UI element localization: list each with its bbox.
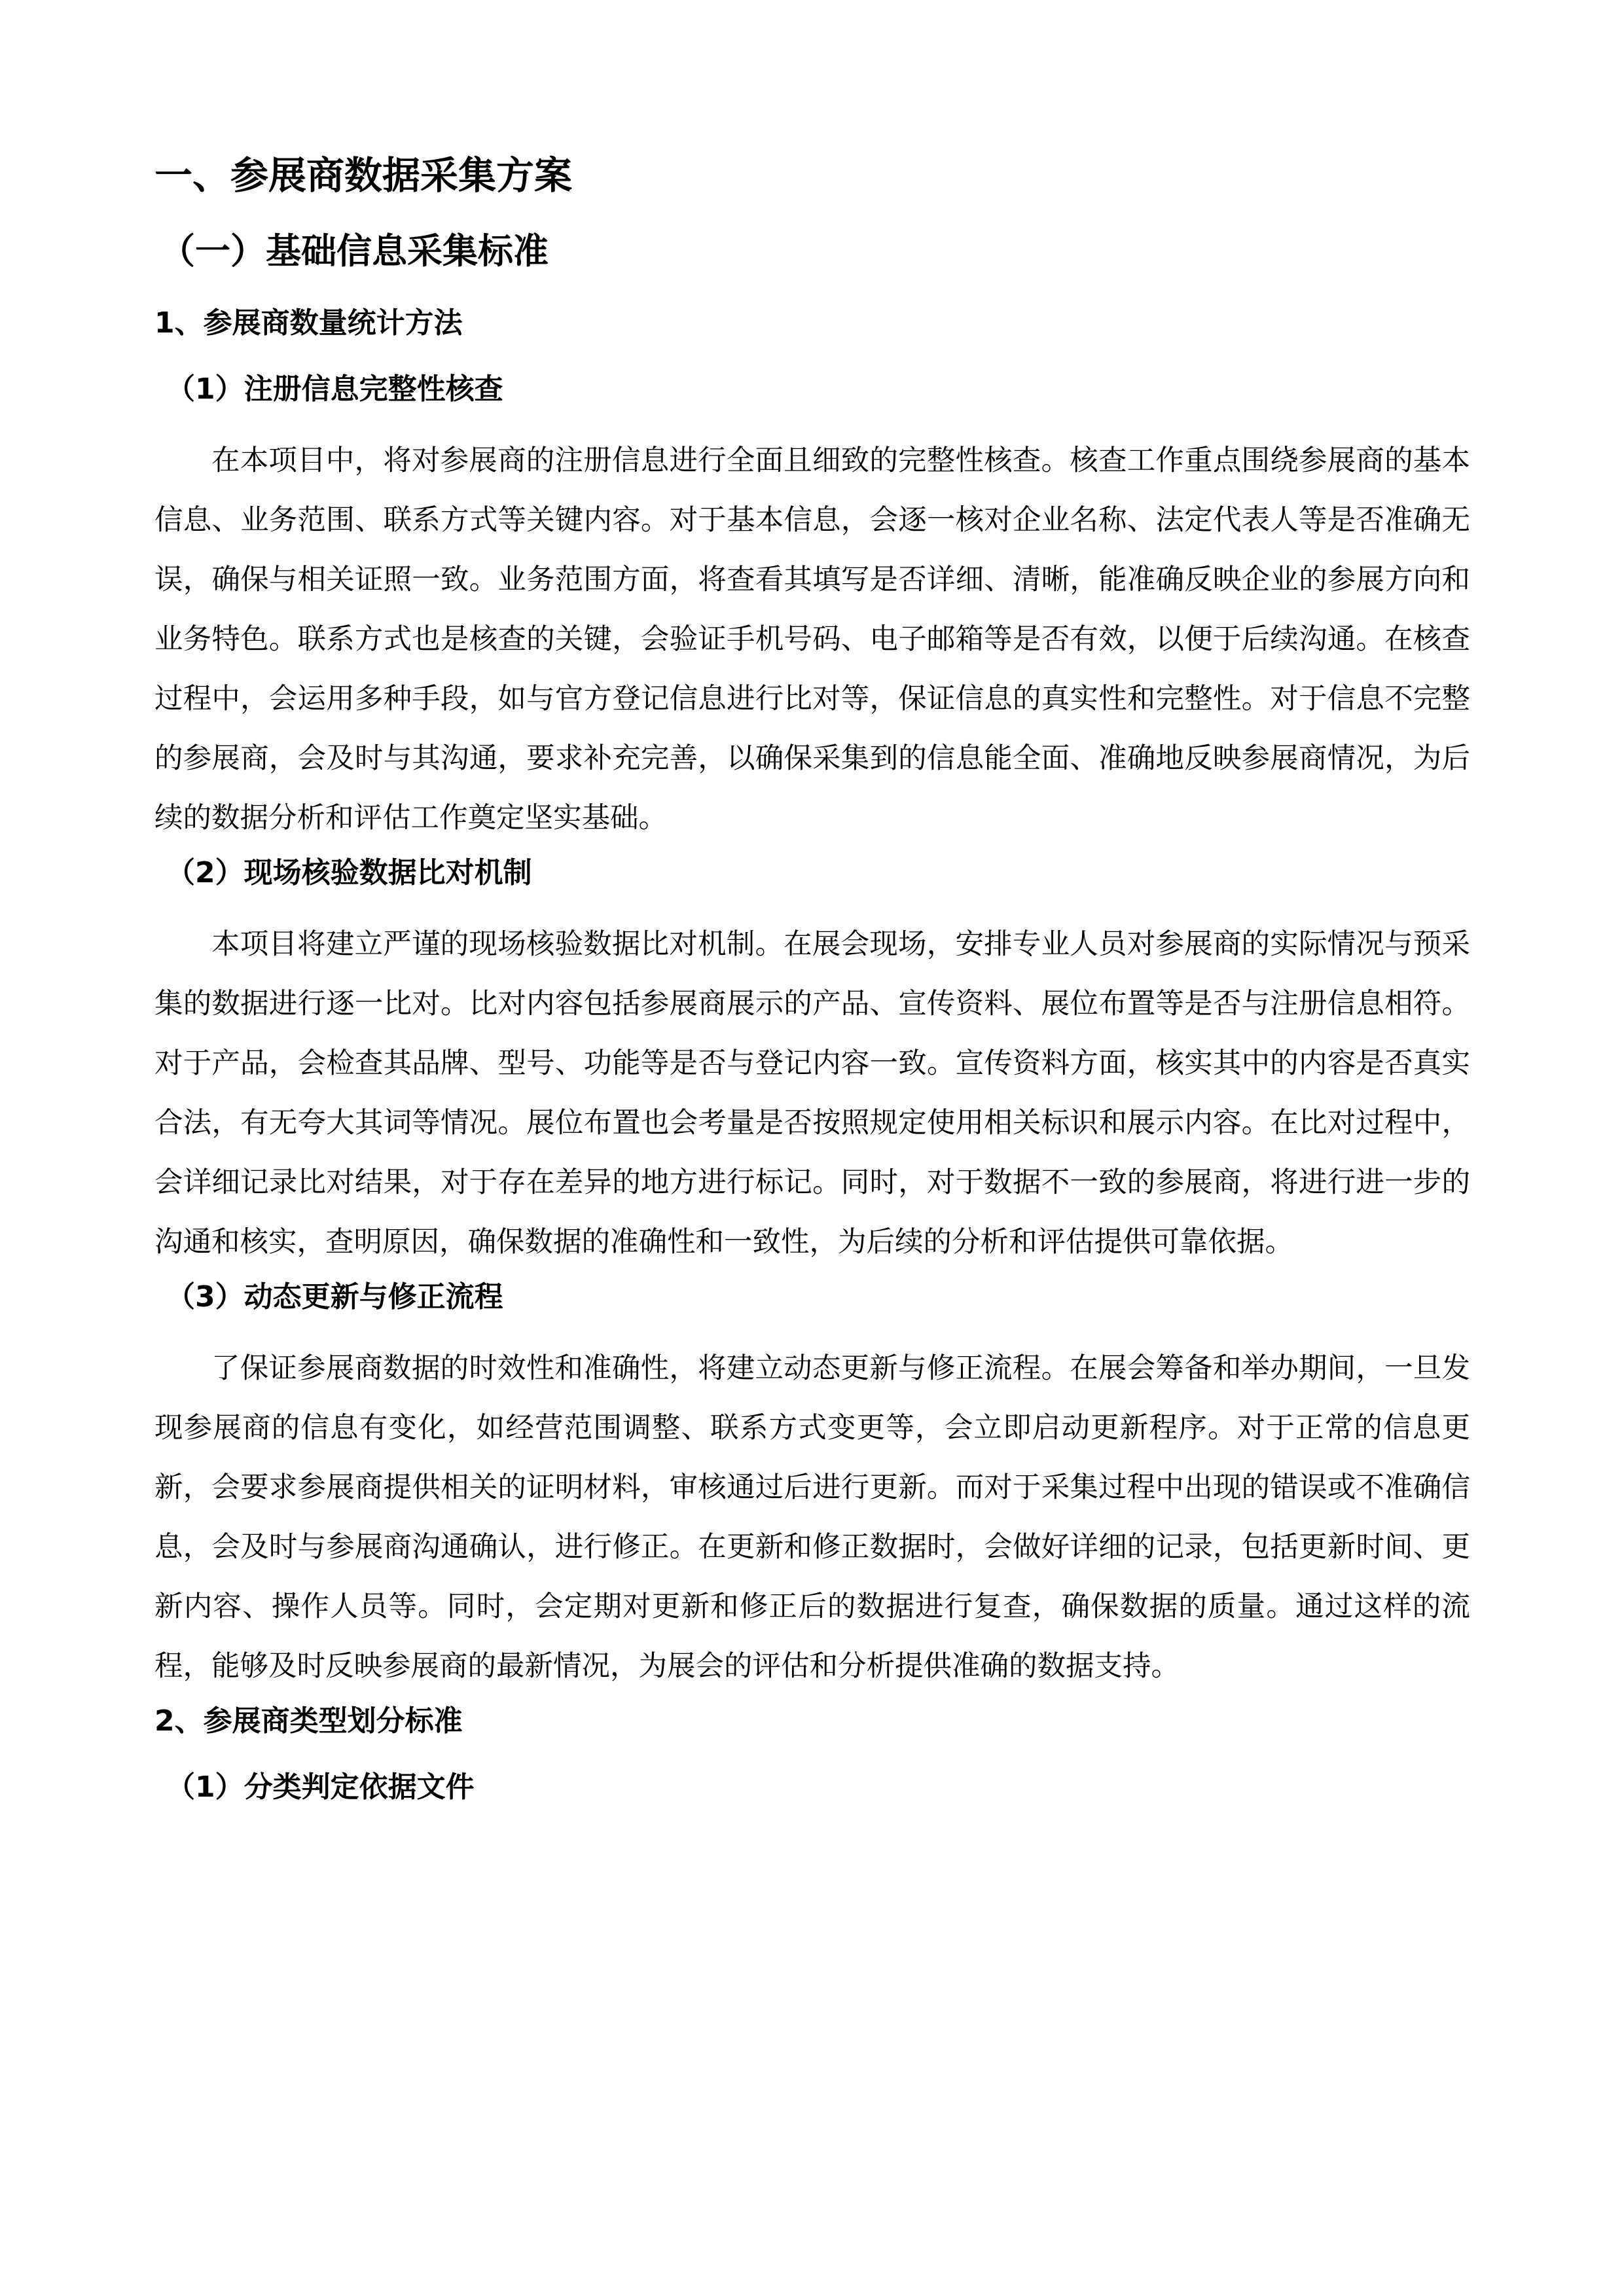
item-2-title: （2）现场核验数据比对机制 bbox=[166, 856, 532, 889]
item-2-paragraph: 本项目将建立严谨的现场核验数据比对机制。在展会现场，安排专业人员对参展商的实际情况与预采集的数据进行逐一比对。比对内容包括参展商展示的产品、宣传资料、展位布置等是否与注册信息相符。对于产品，会检查其品牌、型号、功能等是否与登记内容一致。宣传资料方面，核实其中的内容是否真实合法，有无夸大其词等情况。展位布置也会考量是否按照规定使用相关标识和展示内容。在比对过程中，会详细记录比对结果，对于存在差异的地方进行标记。同时，对于数据不一致的参展商，将进行进一步的沟通和核实，查明原因，确保数据的准确性和一致性，为后续的分析和评估提供可靠依据。 bbox=[154, 928, 1470, 1259]
document-content bbox=[154, 149, 1470, 1829]
item-3-paragraph: 了保证参展商数据的时效性和准确性，将建立动态更新与修正流程。在展会筹备和举办期间，一旦发现参展商的信息有变化，如经营范围调整、联系方式变更等，会立即启动更新程序。对于正常的信息更新，会要求参展商提供相关的证明材料，审核通过后进行更新。而对于采集过程中出现的错误或不准确信息，会及时与参展商沟通确认，进行修正。在更新和修正数据时，会做好详细的记录，包括更新时间、更新内容、操作人员等。同时，会定期对更新和修正后的数据进行复查，确保数据的质量。通过这样的流程，能够及时反映参展商的最新情况，为展会的评估和分析提供准确的数据支持。 bbox=[154, 1352, 1470, 1683]
topic-1-title: 1、参展商数量统计方法 bbox=[154, 306, 463, 340]
topic-2-title: 2、参展商类型划分标准 bbox=[154, 1704, 463, 1738]
item-1-title: （1）注册信息完整性核查 bbox=[166, 372, 503, 406]
item-1-paragraph: 在本项目中，将对参展商的注册信息进行全面且细致的完整性核查。核查工作重点围绕参展商的基本信息、业务范围、联系方式等关键内容。对于基本信息，会逐一核对企业名称、法定代表人等是否准确无误，确保与相关证照一致。业务范围方面，将查看其填写是否详细、清晰，能准确反映企业的参展方向和业务特色。联系方式也是核查的关键，会验证手机号码、电子邮箱等是否有效，以便于后续沟通。在核查过程中，会运用多种手段，如与官方登记信息进行比对等，保证信息的真实性和完整性。对于信息不完整的参展商，会及时与其沟通，要求补充完善，以确保采集到的信息能全面、准确地反映参展商情况，为后续的数据分析和评估工作奠定坚实基础。 bbox=[154, 444, 1470, 834]
topic-2-item-1-title: （1）分类判定依据文件 bbox=[166, 1770, 475, 1804]
item-3-title: （3）动态更新与修正流程 bbox=[166, 1280, 503, 1314]
section-title: 一、参展商数据采集方案 bbox=[154, 153, 573, 198]
subsection-title: （一）基础信息采集标准 bbox=[160, 230, 549, 272]
